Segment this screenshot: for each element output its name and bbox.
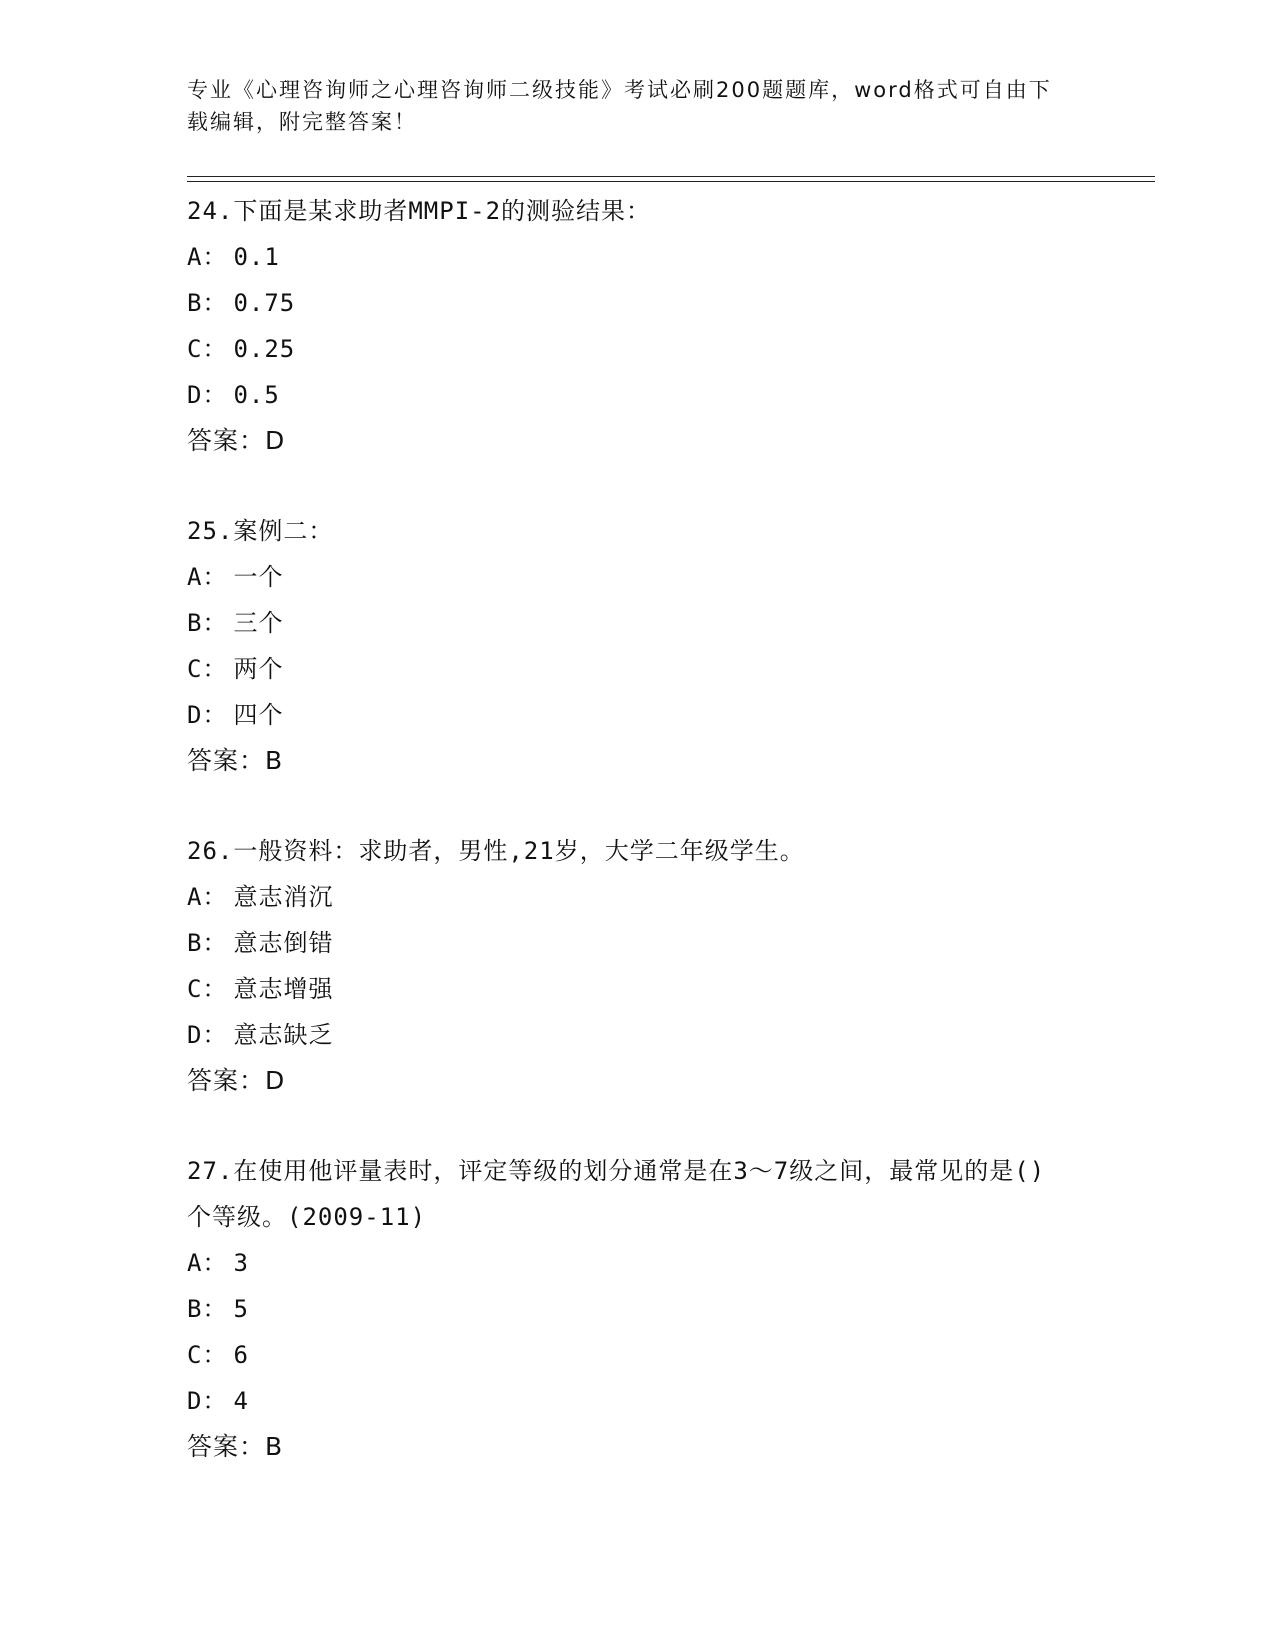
option-key: D [187, 1387, 203, 1415]
option-separator: ： [202, 335, 228, 363]
option-key: A [187, 563, 203, 591]
option-separator: ： [202, 609, 228, 637]
option-key: B [187, 1295, 203, 1323]
option-key: A [187, 883, 203, 911]
answer-label: 答案：D [187, 1066, 286, 1095]
option-text: 0.5 [233, 381, 280, 409]
option-d [187, 372, 1087, 418]
option-key: D [187, 1021, 203, 1049]
option-key: B [187, 289, 203, 317]
option-text: 意志消沉 [233, 883, 334, 911]
question-27 [187, 1148, 1057, 1470]
option-text: 两个 [233, 655, 284, 683]
option-key: D [187, 701, 203, 729]
option-text: 3 [233, 1249, 249, 1277]
option-text: 四个 [233, 701, 284, 729]
answer-label: 答案：B [187, 746, 284, 775]
question-stem: 24.下面是某求助者MMPI-2的测验结果： [187, 197, 652, 225]
option-text: 0.75 [233, 289, 296, 317]
option-separator: ： [202, 883, 228, 911]
option-separator: ： [202, 1295, 228, 1323]
option-c [187, 966, 1087, 1012]
option-key: C [187, 1341, 203, 1369]
option-a [187, 234, 1087, 280]
option-separator: ： [202, 289, 228, 317]
option-c [187, 646, 1087, 692]
option-separator: ： [202, 701, 228, 729]
option-separator: ： [202, 1341, 228, 1369]
option-key: C [187, 655, 203, 683]
option-key: B [187, 929, 203, 957]
option-d [187, 1012, 1087, 1058]
option-b [187, 1286, 1057, 1332]
option-separator: ： [202, 381, 228, 409]
question-stem: 25.案例二： [187, 517, 334, 545]
option-text: 4 [233, 1387, 249, 1415]
option-a [187, 874, 1087, 920]
option-separator: ： [202, 929, 228, 957]
option-text: 意志增强 [233, 975, 334, 1003]
option-key: A [187, 1249, 203, 1277]
option-b [187, 600, 1087, 646]
option-text: 一个 [233, 563, 284, 591]
question-stem: 26.一般资料：求助者，男性,21岁，大学二年级学生。 [187, 837, 805, 865]
question-25 [187, 508, 1087, 784]
option-separator: ： [202, 975, 228, 1003]
option-key: A [187, 243, 203, 271]
option-text: 意志倒错 [233, 929, 334, 957]
option-d [187, 1378, 1057, 1424]
option-key: D [187, 381, 203, 409]
option-a [187, 1240, 1057, 1286]
header-divider-bottom [187, 181, 1155, 182]
option-b [187, 920, 1087, 966]
question-26 [187, 828, 1087, 1104]
option-c [187, 1332, 1057, 1378]
option-text: 意志缺乏 [233, 1021, 334, 1049]
option-key: C [187, 975, 203, 1003]
option-separator: ： [202, 1249, 228, 1277]
option-key: C [187, 335, 203, 363]
answer-label: 答案：D [187, 426, 286, 455]
option-separator: ： [202, 1387, 228, 1415]
option-separator: ： [202, 1021, 228, 1049]
option-separator: ： [202, 243, 228, 271]
option-d [187, 692, 1087, 738]
document-header: 专业《心理咨询师之心理咨询师二级技能》考试必刷200题题库，word格式可自由下载编辑，附完整答案！ [187, 78, 1052, 134]
question-stem: 27.在使用他评量表时，评定等级的划分通常是在3～7级之间，最常见的是()个等级。(2009-11) [187, 1157, 1046, 1231]
option-text: 三个 [233, 609, 284, 637]
option-text: 6 [233, 1341, 249, 1369]
option-c [187, 326, 1087, 372]
header-divider-top [187, 176, 1155, 177]
question-24 [187, 188, 1087, 464]
option-a [187, 554, 1087, 600]
option-key: B [187, 609, 203, 637]
option-text: 0.1 [233, 243, 280, 271]
option-separator: ： [202, 563, 228, 591]
option-text: 5 [233, 1295, 249, 1323]
option-b [187, 280, 1087, 326]
option-separator: ： [202, 655, 228, 683]
option-text: 0.25 [233, 335, 296, 363]
answer-label: 答案：B [187, 1432, 284, 1461]
